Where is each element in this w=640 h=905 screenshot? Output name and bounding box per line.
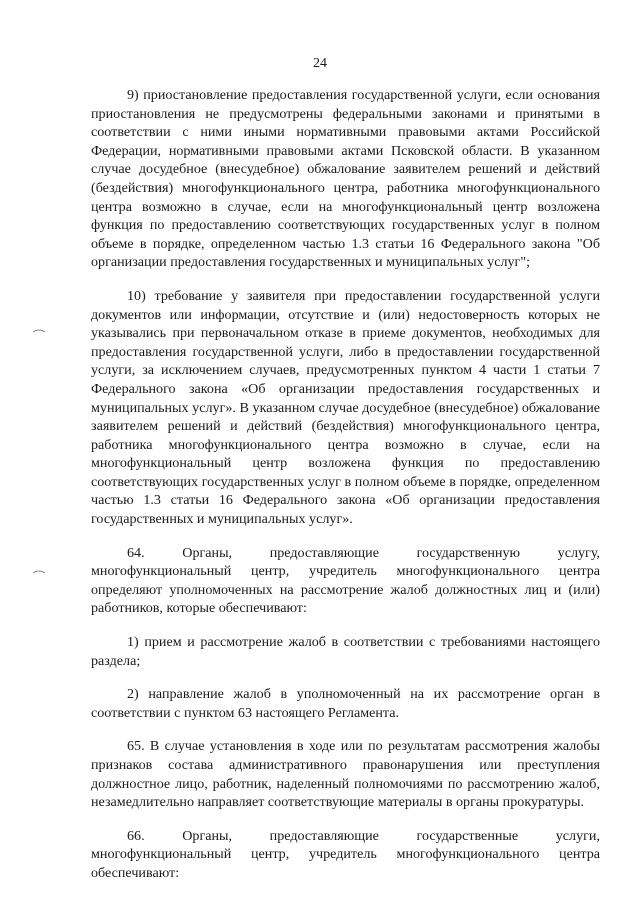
paragraph-item-10: 10) требование у заявителя при предоставлении государственной услуги документов или информации, отсутствие и (или) недостоверность которых не указывались при первоначальном отказе в приеме документов, необходимых для предоставления государственной услуги, либо в предоставлении государственной услуги, за исключением случаев, предусмотренных пунктом 4 части 1 статьи 7 Федерального закона «Об организации предоставления государственных и муниципальных услуг». В указанном случае досудебное (внесудебное) обжалование заявителем решений и действий (бездействия) многофункционального центра, работника многофункционального центра возможно в случае, если на многофункциональный центр возложена функция по предоставлению соответствующих государственных услуг в полном объеме в порядке, определенном частью 1.3 статьи 16 Федерального закона «Об организации предоставления государственных и муниципальных услуг». <box>91 287 600 528</box>
page-number: 24 <box>313 56 327 71</box>
hole-punch-mark <box>32 328 46 334</box>
paragraph-65: 65. В случае установления в ходе или по результатам рассмотрения жалобы признаков состава административного правонарушения или преступления должностное лицо, работник, наделенный полномочиями по рассмотрению жалоб, незамедлительно направляет соответствующие материалы в органы прокуратуры. <box>91 738 600 811</box>
paragraph-66: 66. Органы, предоставляющие государственные услуги, многофункциональный центр, учредитель многофункционального центра обеспечивают: <box>91 827 600 881</box>
paragraph-64-item-2: 2) направление жалоб в уполномоченный на их рассмотрение орган в соответствии с пунктом 63 настоящего Регламента. <box>91 686 600 721</box>
body-text <box>91 86 600 898</box>
paragraph-item-9: 9) приостановление предоставления государственной услуги, если основания приостановления не предусмотрены федеральными законами и принятыми в соответствии с ними иными нормативными правовыми актами Российской Федерации, нормативными правовыми актами Псковской области. В указанном случае досудебное (внесудебное) обжалование заявителем решений и действий (бездействия) многофункционального центра, работника многофункционального центра возможно в случае, если на многофункциональный центр возложена функция по предоставлению соответствующих государственных услуг в полном объеме в порядке, определенном частью 1.3 статьи 16 Федерального закона "Об организации предоставления государственных и муниципальных услуг"; <box>91 87 600 271</box>
paragraph-64-item-1: 1) прием и рассмотрение жалоб в соответствии с требованиями настоящего раздела; <box>91 634 600 669</box>
paragraph-64: 64. Органы, предоставляющие государственную услугу, многофункциональный центр, учредитель многофункционального центра определяют уполномоченных на рассмотрение жалоб должностных лиц и (или) работников, которые обеспечивают: <box>91 544 600 617</box>
hole-punch-mark <box>32 569 46 575</box>
